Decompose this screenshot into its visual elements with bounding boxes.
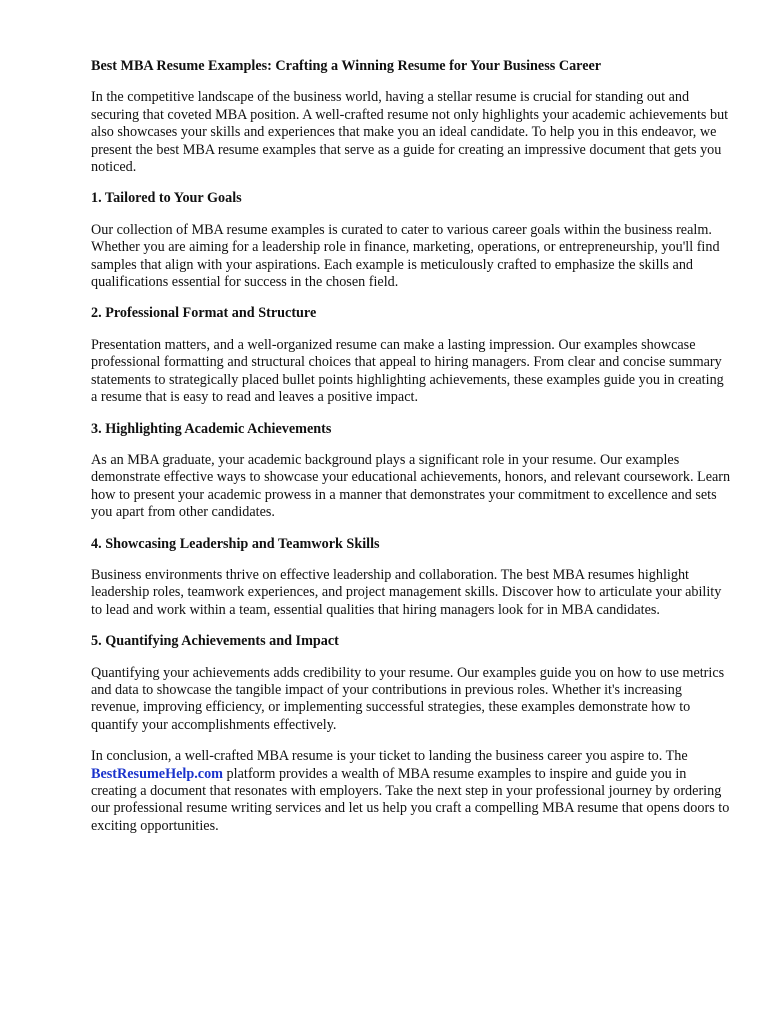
section-heading: 3. Highlighting Academic Achievements	[91, 420, 332, 437]
section-body: Our collection of MBA resume examples is curated to cater to various career goals within the business realm. Whether you are aiming for a leadership role in finance, marketing, operations, or entrepreneurship, you'll find samples that align with your aspirations. Each example is meticulously crafted to emphasize the skills and qualifications essential for success in the chosen field.	[91, 221, 720, 291]
section-body: Presentation matters, and a well-organized resume can make a lasting impression. Our examples showcase professional formatting and structural choices that appeal to hiring managers. From clear and concise summary statements to strategically placed bullet points highlighting achievements, these examples guide you in creating a resume that is easy to read and leaves a positive impact.	[91, 336, 724, 406]
section-heading: 5. Quantifying Achievements and Impact	[91, 633, 339, 650]
section-body: As an MBA graduate, your academic background plays a significant role in your resume. Our examples demonstrate effective ways to showcase your educational achievements, honors, and relevant coursework. Learn how to present your academic prowess in a manner that demonstrates your commitment to excellence and sets you apart from other candidates.	[91, 451, 731, 521]
section-body: Business environments thrive on effective leadership and collaboration. The best MBA resumes highlight leadership roles, teamwork experiences, and project management skills. Discover how to articulate your ability to lead and work within a team, essential qualities that hiring managers look for in MBA candidates.	[91, 566, 722, 618]
section-heading: 4. Showcasing Leadership and Teamwork Skills	[91, 535, 380, 552]
document-title: Best MBA Resume Examples: Crafting a Winning Resume for Your Business Career	[91, 58, 602, 74]
section-professional-format	[91, 305, 731, 406]
section-leadership-teamwork	[91, 536, 731, 620]
section-body: Quantifying your achievements adds credibility to your resume. Our examples guide you on how to use metrics and data to showcase the tangible impact of your contributions in previous roles. Whether it's increasing revenue, improving efficiency, or implementing successful strategies, these examples demonstrate how to quantify your accomplishments effectively.	[91, 664, 725, 733]
conclusion-text-before: In conclusion, a well-crafted MBA resume is your ticket to landing the business career you aspire to. The	[91, 748, 688, 765]
section-quantifying-achievements	[91, 633, 731, 734]
section-heading: 2. Professional Format and Structure	[91, 305, 317, 322]
bestresumehelp-link[interactable]: BestResumeHelp.com	[91, 765, 223, 782]
section-heading: 1. Tailored to Your Goals	[91, 190, 242, 207]
section-academic-achievements	[91, 421, 731, 522]
conclusion-paragraph	[91, 748, 731, 835]
document-page	[91, 58, 731, 849]
intro-paragraph: In the competitive landscape of the business world, having a stellar resume is crucial for standing out and securing that coveted MBA position. A well-crafted resume not only highlights your academic achievements but also showcases your skills and experiences that make you an ideal candidate. To help you in this endeavor, we present the best MBA resume examples that serve as a guide for creating an impressive document that gets you noticed.	[91, 89, 729, 176]
section-tailored-goals	[91, 190, 731, 291]
conclusion-text-after: platform provides a wealth of MBA resume examples to inspire and guide you in creating a document that resonates with employers. Take the next step in your professional journey by ordering our professional resume writing services and let us help you craft a compelling MBA resume that opens doors to exciting opportunities.	[91, 765, 730, 834]
